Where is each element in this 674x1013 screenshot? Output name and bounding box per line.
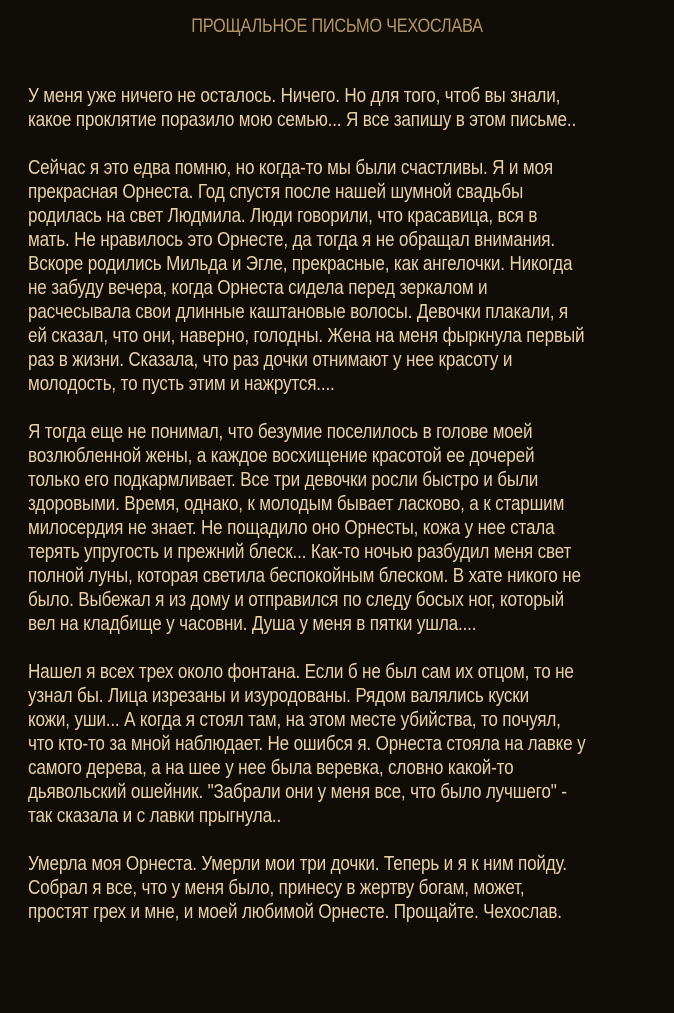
text-line: что кто-то за мной наблюдает. Не ошибся я. Орнеста стояла на лавке у [28,733,586,755]
text-line: ей сказал, что они, наверно, голодны. Жена на меня фыркнула первый [28,325,585,347]
letter-title: ПРОЩАЛЬНОЕ ПИСЬМО ЧЕХОСЛАВА [191,16,483,37]
text-line: Собрал я все, что у меня было, принесу в жертву богам, может, [28,877,525,899]
text-line: вел на кладбище у часовни. Душа у меня в пятки ушла.... [28,613,477,635]
text-line: прекрасная Орнеста. Год спустя после нашей шумной свадьбы [28,181,524,203]
text-line: полной луны, которая светила беспокойным блеском. В хате никого не [28,565,581,587]
paragraph-3 [28,420,661,636]
text-line: терять упругость и прежний блеск... Как-то ночью разбудил меня свет [28,541,572,563]
text-line: мать. Не нравилось это Орнесте, да тогда я не обращал внимания. [28,229,555,251]
text-line: расчесывала свои длинные каштановые волосы. Девочки плакали, я [28,301,568,323]
text-line: только его подкармливает. Все три девочки росли быстро и были [28,469,539,491]
letter-body [28,84,664,924]
paragraph-2 [28,156,661,396]
text-line: самого дерева, а на шее у нее была веревка, словно какой-то [28,757,514,779]
text-line: кожи, уши... А когда я стоял там, на этом месте убийства, то почуял, [28,709,561,731]
text-line: родилась на свет Людмила. Люди говорили, что красавица, вся в [28,205,538,227]
text-line: Вскоре родились Мильда и Эгле, прекрасные, как ангелочки. Никогда [28,253,573,275]
paragraph-4 [28,660,661,828]
paragraph-5 [28,852,661,924]
paragraph-1 [28,84,661,132]
text-line: молодость, то пусть этим и нажрутся.... [28,373,335,395]
text-line: какое проклятие поразило мою семью... Я все запишу в этом письме.. [28,109,577,131]
text-line: дьявольский ошейник. "Забрали они у меня все, что было лучшего" - [28,781,567,803]
text-line: возлюбленной жены, а каждое восхищение красотой ее дочерей [28,445,535,467]
text-line: У меня уже ничего не осталось. Ничего. Но для того, чтоб вы знали, [28,85,561,107]
text-line: Умерла моя Орнеста. Умерли мои три дочки. Теперь и я к ним пойду. [28,853,567,875]
text-line: Нашел я всех трех около фонтана. Если б не был сам их отцом, то не [28,661,574,683]
text-line: Я тогда еще не понимал, что безумие поселилось в голове моей [28,421,533,443]
text-line: милосердия не знает. Не пощадило оно Орнесты, кожа у нее стала [28,517,555,539]
text-line: узнал бы. Лица изрезаны и изуродованы. Рядом валялись куски [28,685,530,707]
text-line: раз в жизни. Сказала, что раз дочки отнимают у нее красоту и [28,349,513,371]
text-line: здоровыми. Время, однако, к молодым бывает ласково, а к старшим [28,493,565,515]
text-line: Сейчас я это едва помню, но когда-то мы были счастливы. Я и моя [28,157,553,179]
text-line: было. Выбежал я из дому и отправился по следу босых ног, который [28,589,565,611]
text-line: простят грех и мне, и моей любимой Орнесте. Прощайте. Чехослав. [28,901,562,923]
text-line: так сказала и с лавки прыгнула.. [28,805,282,827]
text-line: не забуду вечера, когда Орнеста сидела перед зеркалом и [28,277,488,299]
